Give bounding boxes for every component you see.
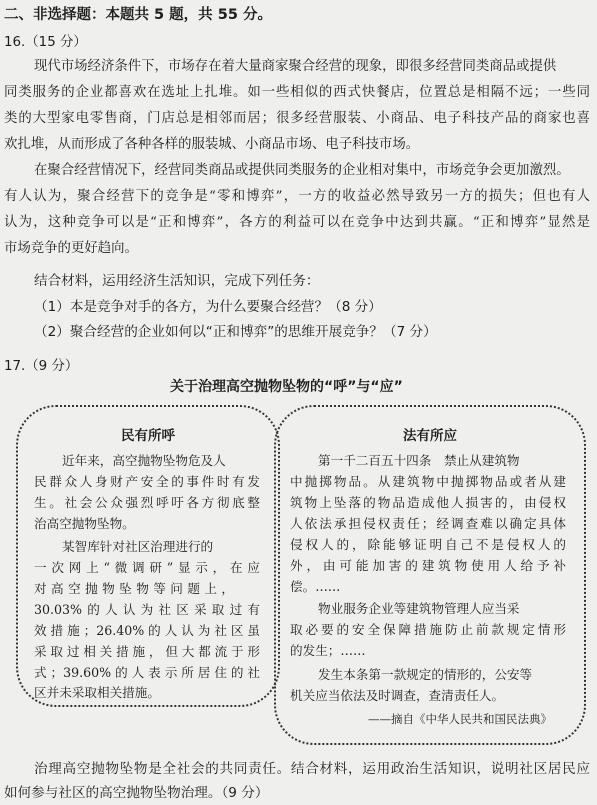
section-header: 二、非选择题：本题共 5 题，共 55 分。 (4, 7, 272, 23)
left-box-citizens-call (16, 405, 280, 707)
q17-question-line: 治理高空抛物坠物是全社会的共同责任。结合材料，运用政治生活知识，说明社区居民应 (34, 761, 590, 777)
left-box-title: 民有所呼 (121, 428, 175, 444)
right-box-line: 物业服务企业等建筑物管理人应当采 (318, 601, 520, 616)
left-box-line: 生。社会公众强烈呼吁各方彻底整 (34, 495, 260, 510)
q17-question-line: 如何参与社区的高空抛物坠物治理。（9 分） (4, 785, 269, 801)
right-box-line: 筑物上坠落的物品造成他人损害的，由侵权 (290, 495, 566, 510)
right-box-line: 中抛掷物品。从建筑物中抛掷物品或者从建 (290, 474, 566, 489)
q16-p2-line: 有人认为，聚合经营下的竞争是“零和博弈”，一方的收益必然导致另一方的损失；但也有人 (4, 189, 590, 204)
right-box-line: 侵权人的，除能够证明自己不是侵权人的 (290, 537, 566, 552)
q16-p2-line: 认为，这种竞争可以是“正和博弈”，各方的利益可以在竞争中达到共赢。“正和博弈”显然是 (4, 215, 590, 230)
q16-task-1: （1）本是竞争对手的各方，为什么要聚合经营？（8 分） (34, 299, 382, 315)
question-17-number: 17.（9 分） (4, 359, 79, 374)
right-box-line: 第一千二百五十四条 禁止从建筑物 (318, 453, 520, 468)
left-box-line: 民群众人身财产安全的事件时有发 (34, 474, 260, 489)
q16-p2-line: 在聚合经营情况下，经营同类商品或提供同类服务的企业相对集中，市场竞争会更加激烈。 (34, 163, 570, 178)
q17-title: 关于治理高空抛物坠物的“呼”与“应” (170, 379, 403, 395)
q16-p1-line: 现代市场经济条件下，市场存在着大量商家聚合经营的现象，即很多经营同类商品或提供 (34, 59, 557, 74)
q16-prompt: 结合材料，运用经济生活知识，完成下列任务： (34, 273, 320, 289)
right-box-line: 人依法承担侵权责任；经调查难以确定具体 (290, 516, 566, 531)
left-box-line: 区并未采取相关措施。 (34, 685, 160, 700)
left-box-line: 30.03%的人认为社区采取过有 (34, 602, 260, 617)
left-box-line: 采取过相关措施，但大都流于形 (34, 644, 260, 659)
right-box-line: 外，由可能加害的建筑物使用人给予补 (290, 558, 566, 573)
left-box-line: 一次网上“微调研”显示，在应 (34, 560, 260, 575)
left-box-line: 对高空抛物坠物等问题上， (34, 581, 234, 596)
question-16-number: 16.（15 分） (4, 35, 87, 50)
q16-p2-line: 市场竞争的更好趋向。 (4, 241, 138, 256)
left-box-line: 近年来，高空抛物坠物危及人 (62, 453, 226, 468)
right-box-source: ——摘自《中华人民共和国民法典》 (368, 712, 552, 726)
right-box-line: 发生本条第一款规定的情形的，公安等 (318, 667, 533, 682)
right-box-line: 的发生；…… (290, 643, 366, 658)
q16-task-2: （2）聚合经营的企业如何以“正和博弈”的思维开展竞争？（7 分） (34, 324, 437, 340)
q16-p1-line: 类的大型家电零售商，门店总是相邻而居；很多经营服装、小商品、电子科技产品的商家也喜 (4, 111, 590, 126)
right-box-line: 机关应当依法及时调查，查清责任人。 (290, 688, 505, 703)
right-box-line: 偿。…… (290, 579, 341, 594)
right-box-line: 取必要的安全保障措施防止前款规定情形 (290, 622, 566, 637)
q16-p1-line: 同类服务的企业都喜欢在选址上扎堆。如一些相似的西式快餐店，位置总是相隔不远；一些同 (4, 85, 590, 100)
right-box-title: 法有所应 (403, 428, 457, 444)
left-box-line: 治高空抛物坠物。 (34, 516, 135, 531)
left-box-line: 式；39.60%的人表示所居住的社 (34, 665, 260, 680)
left-box-line: 某智库针对社区治理进行的 (62, 539, 214, 554)
q16-p1-line: 欢扎堆，从而形成了各种各样的服装城、小商品市场、电子科技市场。 (4, 137, 420, 152)
left-box-line: 效措施；26.40%的人认为社区虽 (34, 623, 260, 638)
